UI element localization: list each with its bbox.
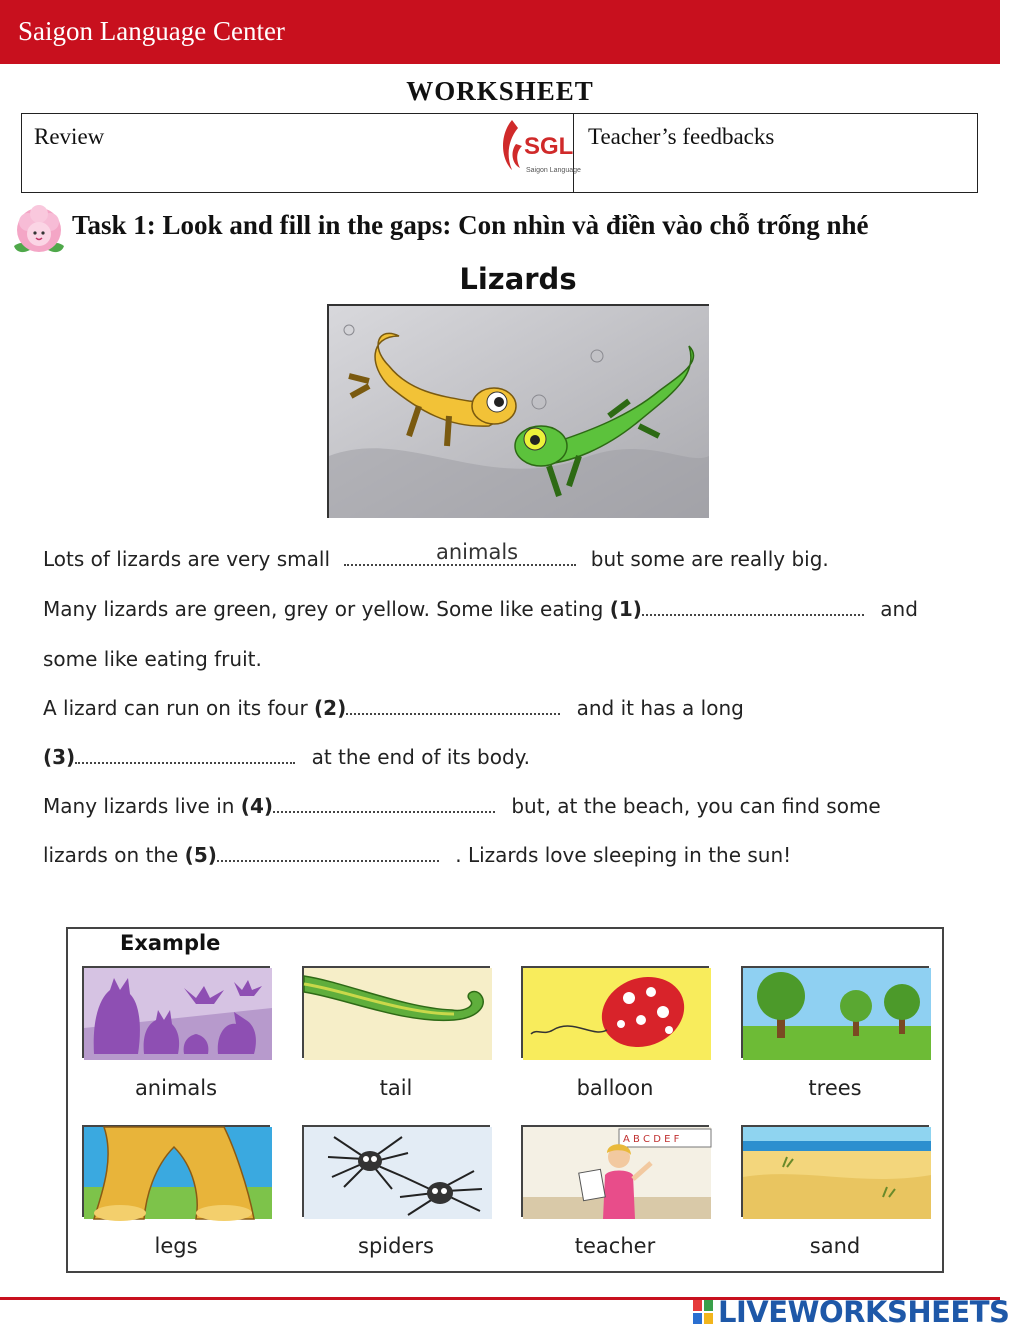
story-line-4: A lizard can run on its four (2) and it has a long — [43, 696, 744, 720]
feedback-label: Teacher’s feedbacks — [588, 124, 775, 149]
flower-icon — [8, 200, 70, 262]
word-trees: trees — [808, 1076, 862, 1100]
story-line-6: Many lizards live in (4) but, at the beach, you can find some — [43, 794, 881, 818]
liveworksheets-brand[interactable]: LIVEWORKSHEETS — [718, 1295, 1010, 1329]
story-line-2: Many lizards are green, grey or yellow. Some like eating (1) and — [43, 597, 918, 621]
gap-1-input[interactable] — [642, 602, 864, 616]
example-answer: animals — [436, 540, 519, 564]
logo-subtext: Saigon Language — [526, 167, 581, 174]
trees-picture — [741, 966, 929, 1058]
gap-2-input[interactable] — [346, 701, 560, 715]
example-label: Example — [120, 931, 221, 955]
brand-name: Saigon Language Center — [18, 16, 285, 46]
teacher-picture — [521, 1125, 709, 1217]
task-title: Task 1: Look and fill in the gaps: Con nhìn và điền vào chỗ trống nhé — [72, 210, 869, 240]
word-teacher: teacher — [574, 1234, 656, 1258]
animals-picture — [82, 966, 270, 1058]
header-bar — [0, 0, 1000, 64]
sand-picture — [741, 1125, 929, 1217]
logo-text: SGL — [524, 133, 574, 160]
lizards-picture — [327, 304, 709, 518]
word-legs: legs — [154, 1234, 198, 1258]
story-title: Lizards — [459, 262, 577, 296]
gap-4-input[interactable] — [273, 799, 495, 813]
sgl-logo — [496, 114, 581, 192]
story-line-5: (3) at the end of its body. — [43, 745, 531, 769]
legs-picture — [82, 1125, 270, 1217]
review-label: Review — [34, 124, 105, 149]
story-line-3: some like eating fruit. — [43, 647, 262, 671]
balloon-picture — [521, 966, 709, 1058]
word-spiders: spiders — [358, 1234, 434, 1258]
word-balloon: balloon — [576, 1076, 654, 1100]
board-letters: A B C D E F — [623, 1134, 680, 1145]
word-sand: sand — [809, 1234, 861, 1258]
liveworksheets-icon — [692, 1299, 714, 1325]
story-line-7: lizards on the (5) . Lizards love sleeping in the sun! — [43, 843, 792, 867]
story-line-1: Lots of lizards are very small but some are really big. — [43, 547, 829, 571]
tail-picture — [302, 966, 490, 1058]
worksheet-title: WORKSHEET — [406, 76, 594, 106]
word-tail: tail — [379, 1076, 413, 1100]
gap-3-input[interactable] — [75, 750, 295, 764]
gap-5-input[interactable] — [217, 848, 439, 862]
spiders-picture — [302, 1125, 490, 1217]
word-animals: animals — [134, 1076, 218, 1100]
